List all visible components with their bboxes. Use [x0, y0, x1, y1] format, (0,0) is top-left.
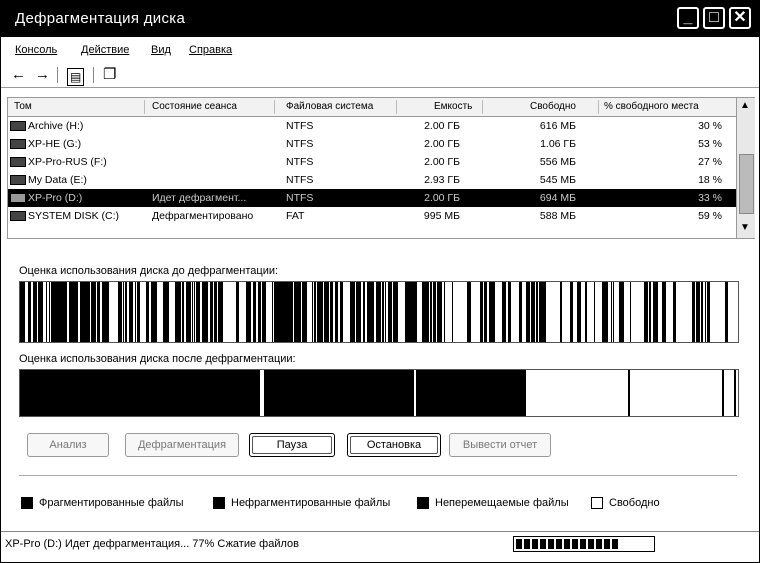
progress-fill	[516, 539, 619, 549]
volume-free-pct: 33 %	[698, 192, 722, 204]
analyze-button[interactable]: Анализ	[27, 433, 109, 457]
before-usage-map	[20, 282, 738, 342]
title-bar[interactable]	[1, 1, 759, 37]
menu-action[interactable]: Действие	[81, 44, 130, 56]
drive-icon	[10, 139, 26, 149]
drive-icon	[10, 175, 26, 185]
forward-arrow-icon[interactable]: →	[35, 66, 50, 83]
volume-row[interactable]	[8, 207, 736, 225]
free-space-swatch	[591, 497, 603, 509]
volume-row[interactable]	[8, 171, 736, 189]
drive-icon	[10, 121, 26, 131]
pause-button[interactable]: Пауза	[249, 433, 335, 457]
volume-filesystem: NTFS	[286, 192, 314, 204]
volume-capacity: 2.00 ГБ	[424, 120, 460, 132]
drive-icon	[10, 211, 26, 221]
col-session-status[interactable]: Состояние сеанса	[152, 101, 237, 112]
volume-name: SYSTEM DISK (C:)	[10, 210, 119, 222]
volume-free-pct: 53 %	[698, 138, 722, 150]
volume-status: Идет дефрагмент...	[152, 192, 247, 204]
volume-capacity: 2.00 ГБ	[424, 156, 460, 168]
back-arrow-icon[interactable]: ←	[11, 66, 26, 83]
defragment-button[interactable]: Дефрагментация	[125, 433, 239, 457]
menu-help[interactable]: Справка	[189, 44, 233, 56]
volume-capacity: 2.00 ГБ	[424, 192, 460, 204]
volume-row[interactable]	[8, 135, 736, 153]
properties-help-icon[interactable]: ❐	[103, 66, 117, 83]
volume-free: 616 МБ	[539, 120, 576, 132]
volume-capacity: 2.93 ГБ	[424, 174, 460, 186]
volume-free: 588 МБ	[539, 210, 576, 222]
drive-icon	[10, 193, 26, 203]
volume-filesystem: NTFS	[286, 138, 314, 150]
stop-button[interactable]: Остановка	[347, 433, 441, 457]
column-header	[8, 98, 736, 117]
before-usage-bar	[19, 281, 739, 343]
volume-free: 545 МБ	[539, 174, 576, 186]
volume-name: XP-Pro-RUS (F:)	[10, 156, 107, 168]
volume-row[interactable]	[8, 117, 736, 135]
volume-name: My Data (E:)	[10, 174, 87, 186]
divider	[19, 475, 737, 476]
status-bar	[1, 531, 759, 562]
legend-contiguous: Нефрагментированные файлы	[231, 497, 391, 509]
col-free[interactable]: Свободно	[530, 101, 576, 112]
legend	[19, 495, 739, 511]
volume-free-pct: 27 %	[698, 156, 722, 168]
volume-capacity: 2.00 ГБ	[424, 138, 460, 150]
volume-free-pct: 59 %	[698, 210, 722, 222]
col-volume[interactable]: Том	[14, 101, 32, 112]
volume-row[interactable]	[8, 153, 736, 171]
list-scrollbar[interactable]	[736, 98, 755, 238]
volume-free-pct: 30 %	[698, 120, 722, 132]
volume-capacity: 995 МБ	[423, 210, 460, 222]
volume-row[interactable]	[8, 189, 736, 207]
scroll-up-icon[interactable]: ▲	[740, 100, 750, 111]
scroll-thumb[interactable]	[739, 154, 754, 214]
after-usage-bar	[19, 369, 739, 417]
col-capacity[interactable]: Емкость	[434, 101, 473, 112]
volume-free: 694 МБ	[539, 192, 576, 204]
minimize-button[interactable]: _	[677, 7, 699, 29]
drive-icon	[10, 157, 26, 167]
volume-list[interactable]	[7, 97, 755, 239]
volume-status: Дефрагментировано	[152, 210, 254, 222]
col-filesystem[interactable]: Файловая система	[286, 101, 374, 112]
fragmented-swatch	[21, 497, 33, 509]
menu-view[interactable]: Вид	[151, 44, 171, 56]
after-usage-map	[20, 370, 738, 416]
volume-filesystem: NTFS	[286, 120, 314, 132]
volume-free-pct: 18 %	[698, 174, 722, 186]
menu-bar	[1, 41, 759, 61]
legend-free: Свободно	[609, 497, 660, 509]
volume-free: 1.06 ГБ	[540, 138, 576, 150]
volume-name: XP-Pro (D:)	[10, 192, 82, 204]
unmovable-swatch	[417, 497, 429, 509]
contiguous-swatch	[213, 497, 225, 509]
defrag-progress-bar	[513, 536, 655, 552]
close-button[interactable]: ✕	[729, 7, 751, 29]
scroll-down-icon[interactable]: ▼	[740, 222, 750, 233]
volume-name: Archive (H:)	[10, 120, 83, 132]
maximize-button[interactable]: □	[703, 7, 725, 29]
legend-unmovable: Неперемещаемые файлы	[435, 497, 569, 509]
menu-console[interactable]: Консоль	[15, 44, 58, 56]
view-report-button[interactable]: Вывести отчет	[449, 433, 551, 457]
toolbar-separator	[93, 67, 94, 83]
volume-name: XP-HE (G:)	[10, 138, 81, 150]
console-tree-icon[interactable]: ▤	[67, 68, 84, 86]
before-analysis-label: Оценка использования диска до дефрагментации:	[19, 265, 279, 277]
window-title: Дефрагментация диска	[15, 10, 186, 27]
toolbar-separator	[57, 67, 58, 83]
volume-filesystem: NTFS	[286, 174, 314, 186]
status-text: XP-Pro (D:) Идет дефрагментация... 77% Сжатие файлов	[5, 538, 299, 550]
col-free-pct[interactable]: % свободного места	[604, 101, 699, 112]
volume-filesystem: FAT	[286, 210, 305, 222]
after-analysis-label: Оценка использования диска после дефрагментации:	[19, 353, 296, 365]
volume-free: 556 МБ	[539, 156, 576, 168]
toolbar	[1, 63, 759, 88]
volume-filesystem: NTFS	[286, 156, 314, 168]
legend-fragmented: Фрагментированные файлы	[39, 497, 184, 509]
